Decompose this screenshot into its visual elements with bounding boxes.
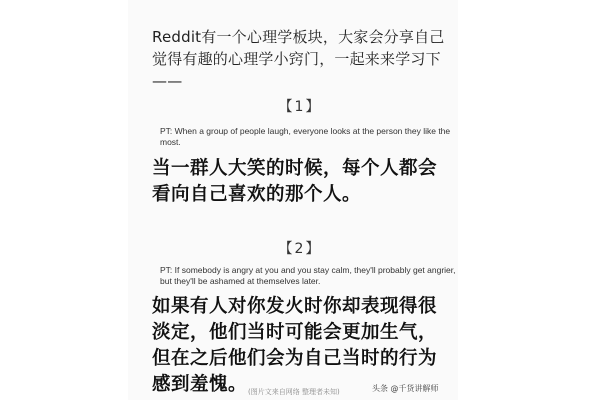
pt-quote-2: PT: If somebody is angry at you and you stay calm, they'll probably get angrier, but they'll be ashamed at themselves later. xyxy=(160,265,456,286)
watermark: 头条 @千货讲解师 xyxy=(372,384,439,393)
translation-2: 如果有人对你发火时你却表现得很淡定，他们当时可能会更加生气，但在之后他们会为自己当时的行为感到羞愧。 xyxy=(152,296,438,395)
item-number-1: 【1】 xyxy=(278,99,322,115)
translation-1: 当一群人大笑的时候，每个人都会看向自己喜欢的那个人。 xyxy=(152,158,438,205)
pt-quote-1: PT: When a group of people laugh, everyone looks at the person they like the most. xyxy=(160,126,451,147)
image-source-caption: (图片文来自网络 整理者未知) xyxy=(248,388,340,396)
item-number-2: 【2】 xyxy=(278,241,322,257)
intro-paragraph: Reddit有一个心理学板块，大家会分享自己觉得有趣的心理学小窍门，一起来来学习下—— xyxy=(152,28,445,90)
